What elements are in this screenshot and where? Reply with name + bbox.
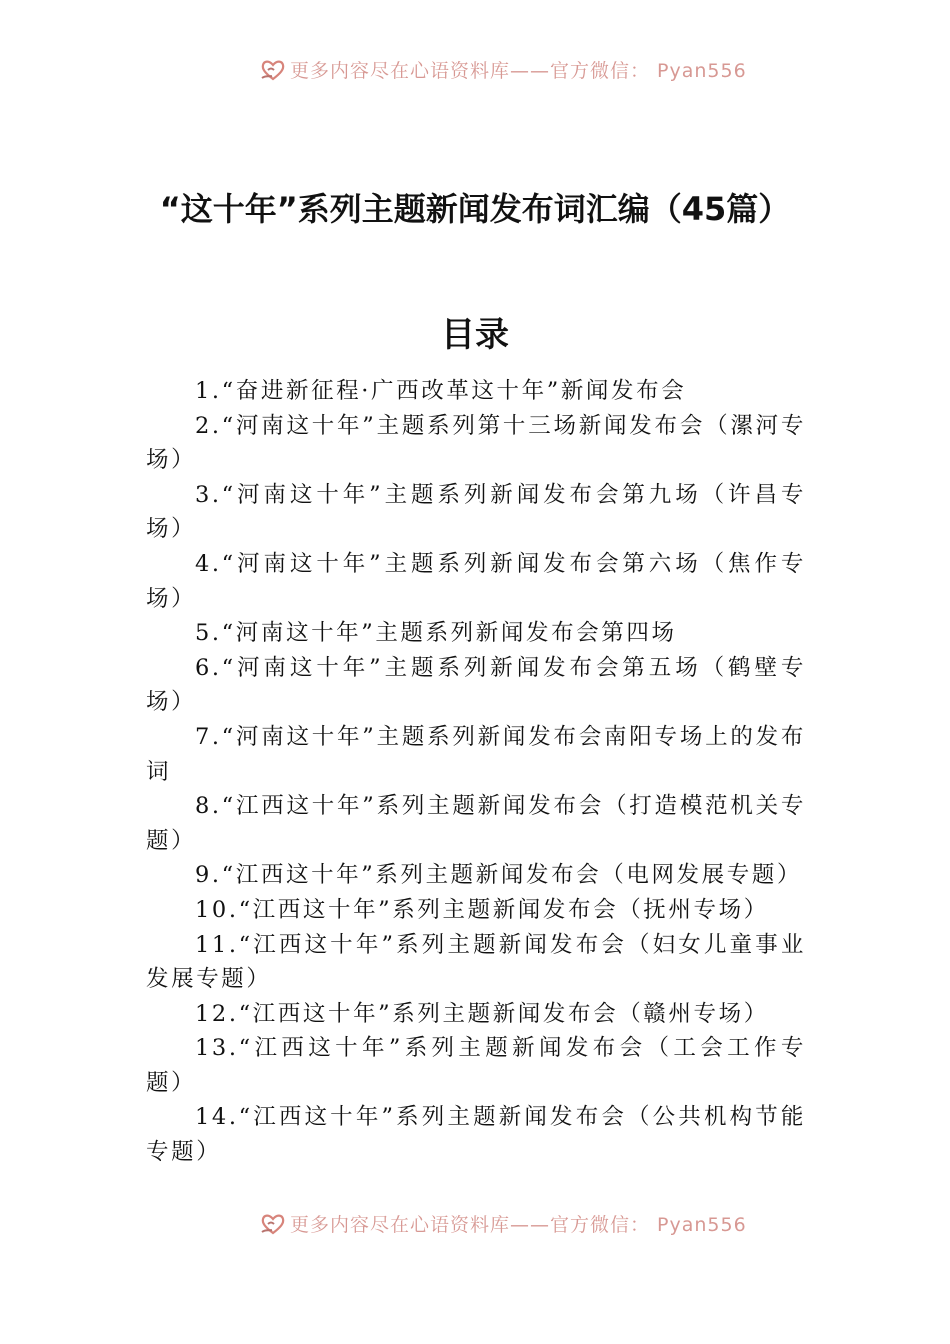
heart-hand-logo-icon — [260, 1212, 286, 1236]
toc-item: 11.“江西这十年”系列主题新闻发布会（妇女儿童事业发展专题） — [146, 931, 806, 993]
toc-item: 10.“江西这十年”系列主题新闻发布会（抚州专场） — [195, 896, 769, 923]
toc-item: 5.“河南这十年”主题系列新闻发布会第四场 — [195, 620, 677, 647]
toc-item: 14.“江西这十年”系列主题新闻发布会（公共机构节能专题） — [146, 1104, 806, 1166]
toc-item: 4.“河南这十年”主题系列新闻发布会第六场（焦作专场） — [146, 550, 806, 612]
footer-watermark — [0, 1204, 950, 1238]
toc-item: 7.“河南这十年”主题系列新闻发布会南阳专场上的发布词 — [146, 723, 806, 785]
toc-item: 12.“江西这十年”系列主题新闻发布会（赣州专场） — [195, 1000, 769, 1027]
watermark-text: 更多内容尽在心语资料库——官方微信： Pyan556 — [290, 60, 747, 82]
toc-list — [146, 374, 806, 1170]
toc-heading: 目录 — [441, 315, 509, 355]
toc-item: 2.“河南这十年”主题系列第十三场新闻发布会（漯河专场） — [146, 412, 806, 474]
document-title: “这十年”系列主题新闻发布词汇编（45篇） — [159, 190, 791, 228]
toc-item: 3.“河南这十年”主题系列新闻发布会第九场（许昌专场） — [146, 481, 806, 543]
toc-item: 9.“江西这十年”系列主题新闻发布会（电网发展专题） — [195, 862, 803, 889]
toc-item: 8.“江西这十年”系列主题新闻发布会（打造模范机关专题） — [146, 793, 806, 854]
heart-hand-logo-icon — [260, 58, 286, 82]
toc-item: 6.“河南这十年”主题系列新闻发布会第五场（鹤壁专场） — [146, 654, 806, 716]
toc-item: 1.“奋进新征程·广西改革这十年”新闻发布会 — [195, 378, 687, 404]
watermark-text: 更多内容尽在心语资料库——官方微信： Pyan556 — [290, 1214, 747, 1236]
toc-item: 13.“江西这十年”系列主题新闻发布会（工会工作专题） — [146, 1035, 806, 1096]
header-watermark — [0, 50, 950, 84]
